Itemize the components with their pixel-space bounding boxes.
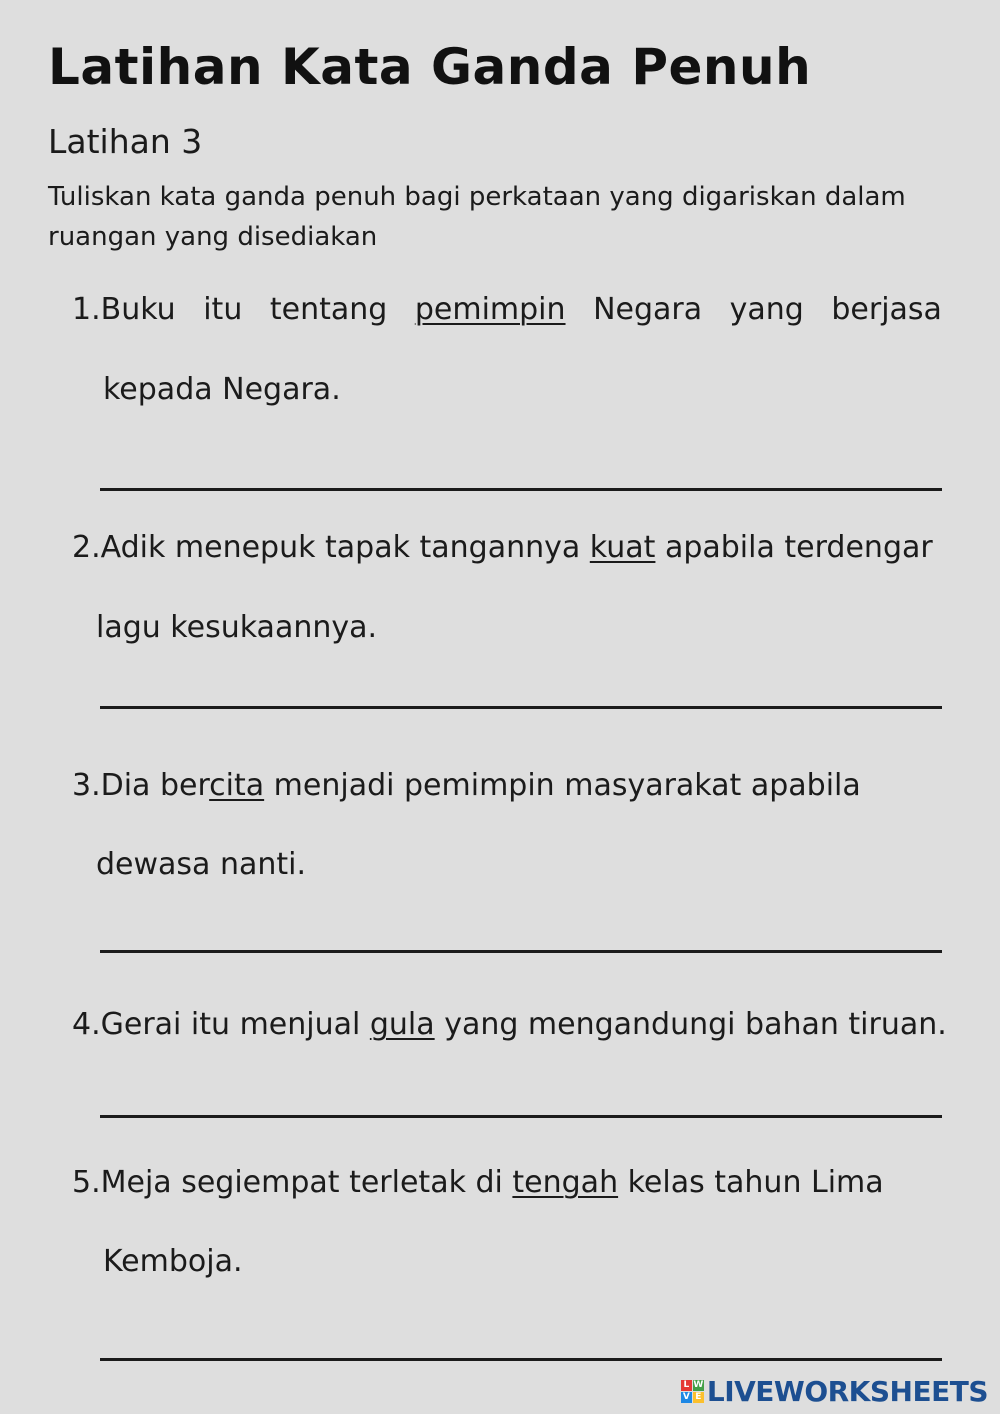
question-5-line-1 — [72, 1163, 884, 1203]
logo-mark-square: W — [693, 1380, 704, 1390]
question-1-line-1 — [72, 290, 942, 330]
liveworksheets-logo[interactable] — [681, 1375, 988, 1408]
logo-mark-square: L — [681, 1380, 692, 1391]
question-1-word: Negara — [593, 292, 703, 327]
question-5-text-end: kelas tahun Lima — [618, 1165, 884, 1200]
logo-mark-square: V — [681, 1392, 692, 1403]
question-2-line-1 — [72, 528, 933, 568]
question-1-word: itu — [203, 292, 243, 327]
question-5-text: 5.Meja segiempat terletak di — [72, 1165, 513, 1200]
question-2-underlined-word: kuat — [589, 530, 656, 565]
exercise-number: Latihan 3 — [48, 122, 203, 161]
question-2-line-2: lagu kesukaannya. — [96, 610, 378, 645]
question-4-text: 4.Gerai itu menjual — [72, 1007, 370, 1042]
answer-line-1[interactable] — [100, 488, 942, 491]
question-5-underlined-word: tengah — [512, 1165, 619, 1200]
question-3-text: 3.Dia ber — [72, 768, 210, 803]
question-1-word: yang — [729, 292, 804, 327]
answer-line-3[interactable] — [100, 950, 942, 953]
question-3-line-1 — [72, 766, 861, 806]
liveworksheets-logo-icon — [681, 1380, 704, 1403]
answer-line-4[interactable] — [100, 1115, 942, 1118]
logo-mark-square: E — [693, 1392, 704, 1403]
question-1-line-2: kepada Negara. — [103, 372, 341, 407]
question-2-text-end: apabila terdengar — [655, 530, 933, 565]
answer-line-5[interactable] — [100, 1358, 942, 1361]
worksheet-title: Latihan Kata Ganda Penuh — [48, 38, 812, 96]
question-5-line-2: Kemboja. — [103, 1244, 243, 1279]
question-4-line-1 — [72, 1005, 947, 1045]
question-3-underlined-word: cita — [209, 768, 265, 803]
instruction-text: Tuliskan kata ganda penuh bagi perkataan yang digariskan dalam ruangan yang disediakan — [48, 182, 906, 252]
question-4-underlined-word: gula — [369, 1007, 435, 1042]
question-4-text-end: yang mengandungi bahan tiruan. — [434, 1007, 947, 1042]
question-1-word: berjasa — [831, 292, 942, 327]
question-1-underlined-word: pemimpin — [414, 292, 566, 327]
liveworksheets-logo-text: LIVEWORKSHEETS — [706, 1375, 988, 1408]
question-3-line-2: dewasa nanti. — [96, 847, 307, 882]
question-2-text: 2.Adik menepuk tapak tangannya — [72, 530, 590, 565]
question-1-word: 1.Buku — [72, 292, 176, 327]
question-1-word: tentang — [269, 292, 388, 327]
question-3-text-end: menjadi pemimpin masyarakat apabila — [264, 768, 861, 803]
answer-line-2[interactable] — [100, 706, 942, 709]
